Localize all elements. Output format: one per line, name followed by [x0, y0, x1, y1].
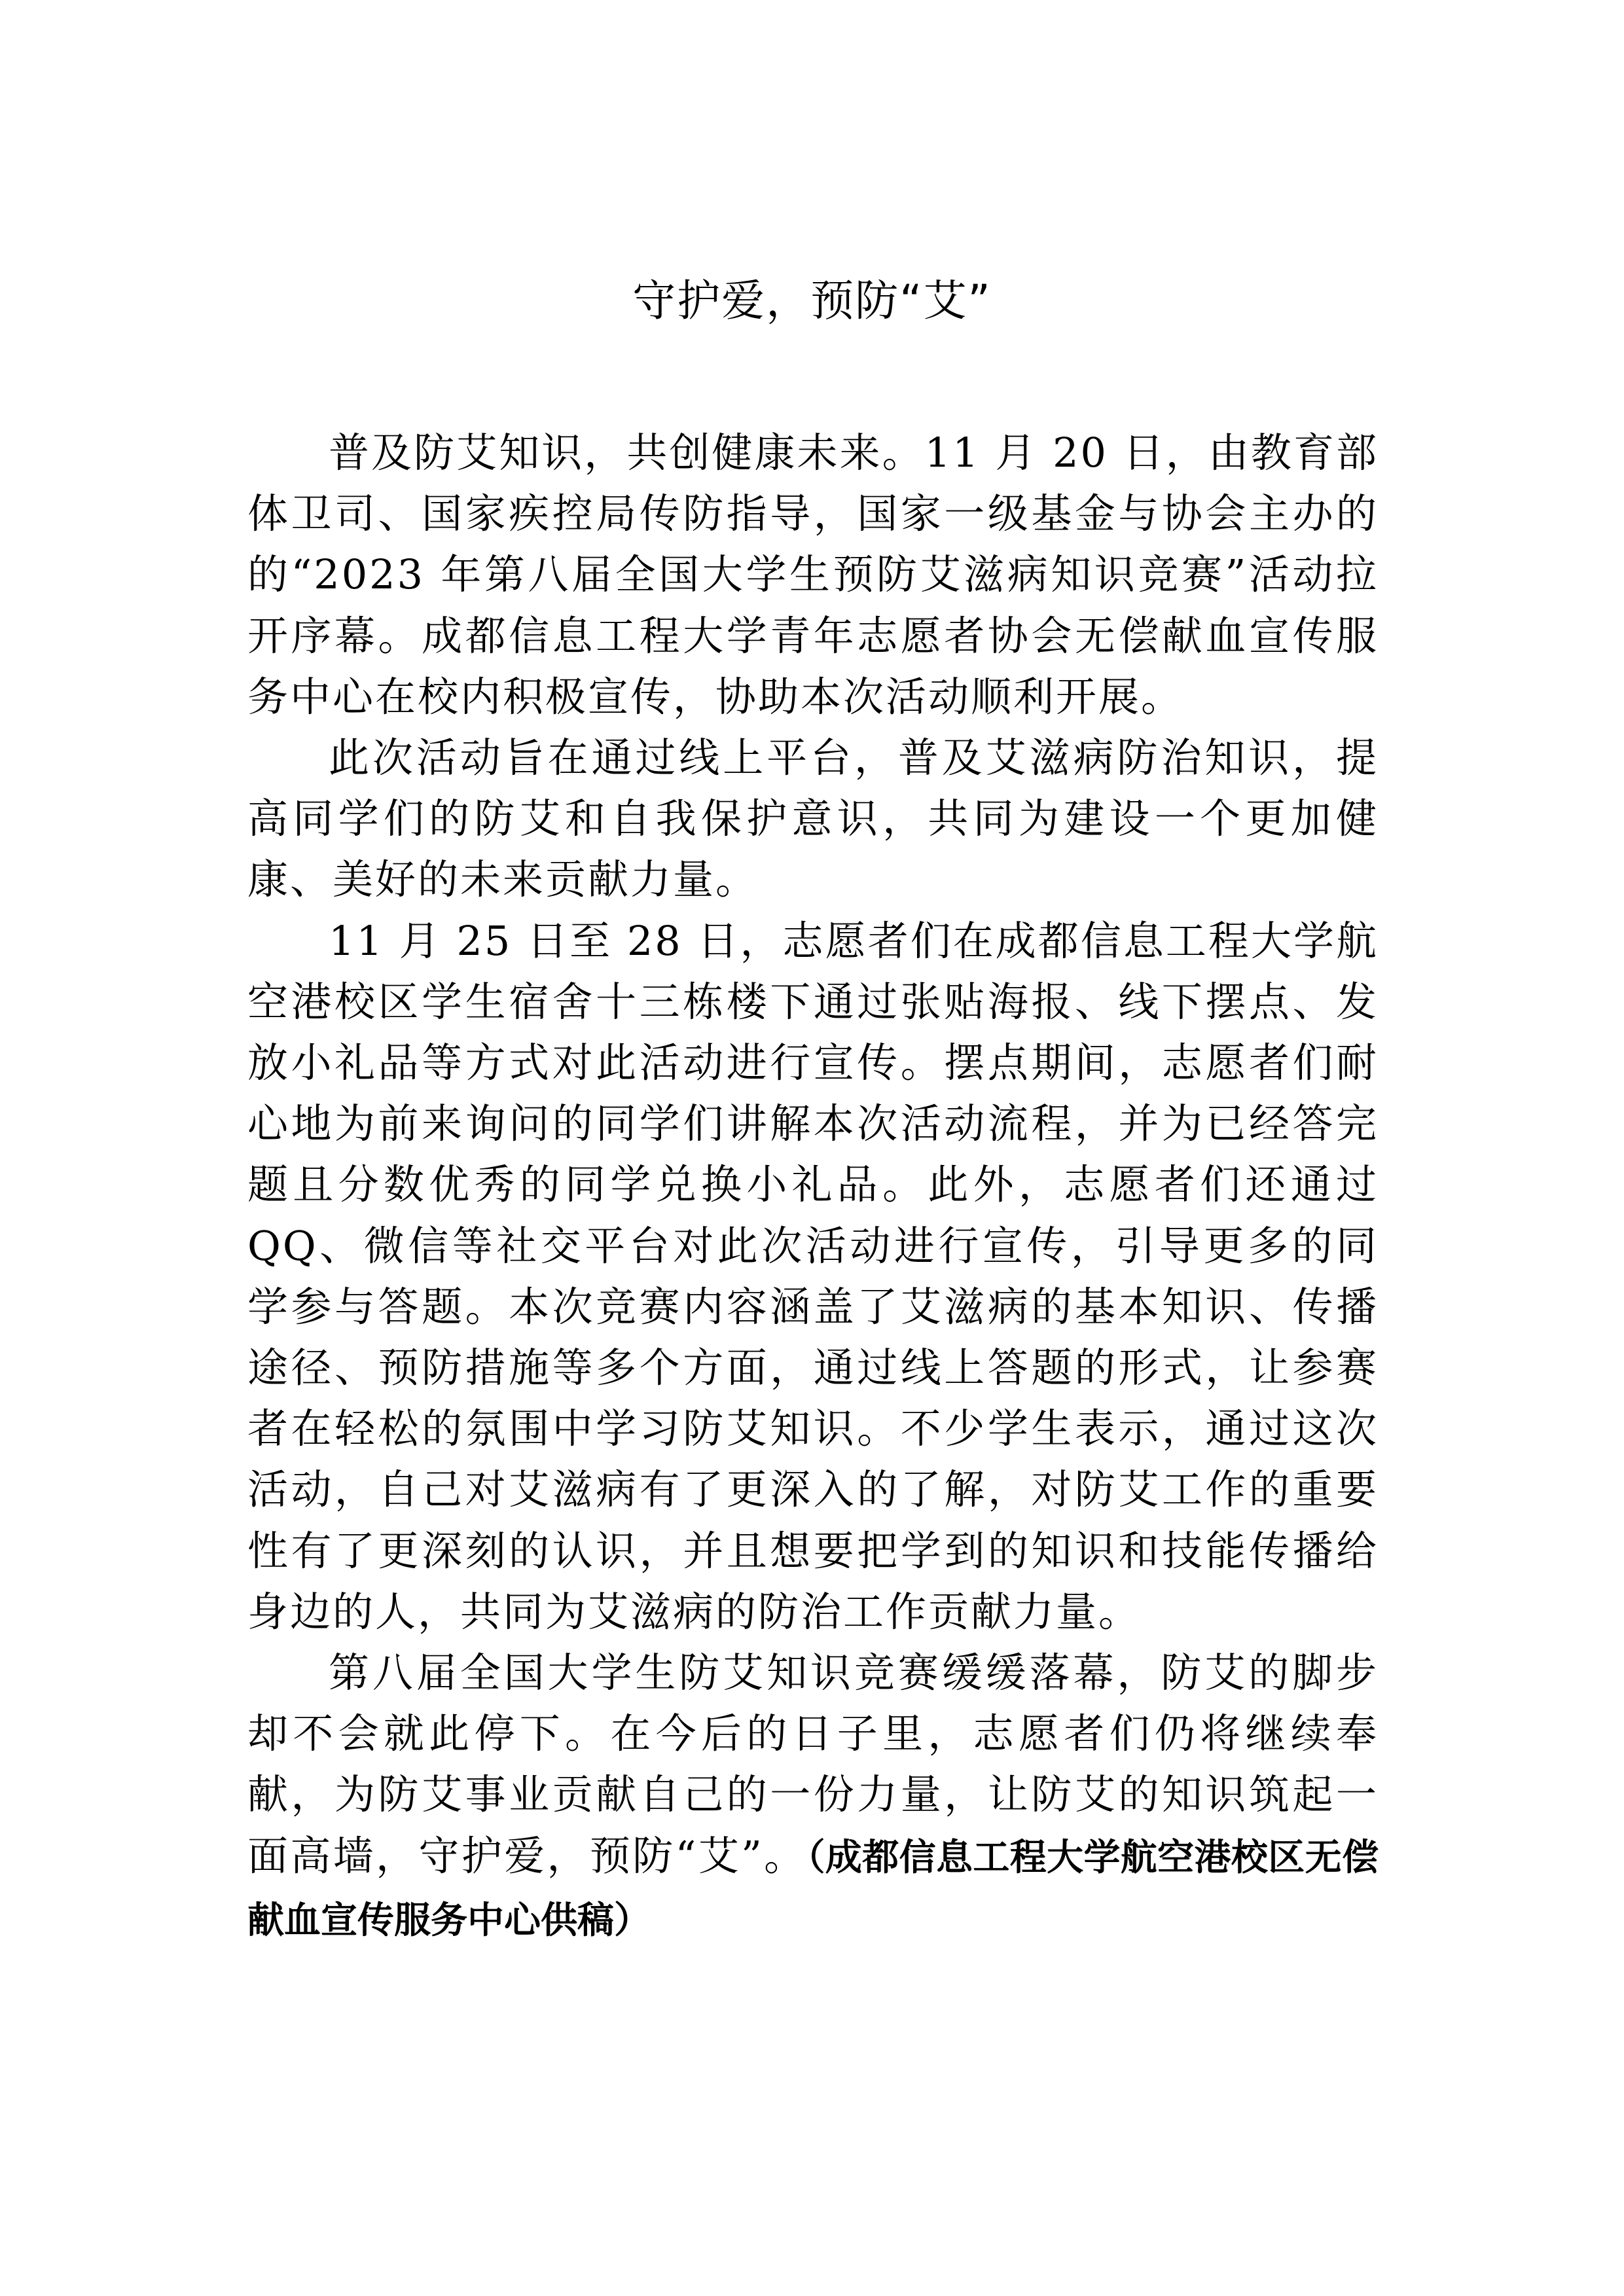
document-title: 守护爱，预防“艾”	[632, 276, 992, 326]
paragraph-conclusion	[247, 1642, 1379, 1951]
author-credit: （成都信息工程大学航空港校区无偿献血宣传服务中心供稿）	[247, 1836, 1379, 1942]
paragraph-activities: 11 月 25 日至 28 日，志愿者们在成都信息工程大学航空港校区学生宿舍十三栋楼下通过张贴海报、线下摆点、发放小礼品等方式对此活动进行宣传。摆点期间，志愿者们耐心地为前来询问的同学们讲解本次活动流程，并为已经答完题且分数优秀的同学兑换小礼品。此外，志愿者们还通过 QQ、微信等社交平台对此次活动进行宣传，引导更多的同学参与答题。本次竞赛内容涵盖了艾滋病的基本知识、传播途径、预防措施等多个方面，通过线上答题的形式，让参赛者在轻松的氛围中学习防艾知识。不少学生表示，通过这次活动，自己对艾滋病有了更深入的了解，对防艾工作的重要性有了更深刻的认识，并且想要把学到的知识和技能传播给身边的人，共同为艾滋病的防治工作贡献力量。	[247, 916, 1379, 1636]
paragraph-conclusion-text: 第八届全国大学生防艾知识竞赛缓缓落幕，防艾的脚步却不会就此停下。在今后的日子里，志愿者们仍将继续奉献，为防艾事业贡献自己的一份力量，让防艾的知识筑起一面高墙，守护爱，预防“艾”。	[247, 1649, 1379, 1880]
paragraph-intro: 普及防艾知识，共创健康未来。11 月 20 日，由教育部体卫司、国家疾控局传防指导，国家一级基金与协会主办的的“2023 年第八届全国大学生预防艾滋病知识竞赛”活动拉开序幕。成都信息工程大学青年志愿者协会无偿献血宣传服务中心在校内积极宣传，协助本次活动顺利开展。	[247, 429, 1379, 721]
paragraph-purpose: 此次活动旨在通过线上平台，普及艾滋病防治知识，提高同学们的防艾和自我保护意识，共同为建设一个更加健康、美好的未来贡献力量。	[247, 734, 1379, 904]
document-body	[247, 422, 1379, 1951]
